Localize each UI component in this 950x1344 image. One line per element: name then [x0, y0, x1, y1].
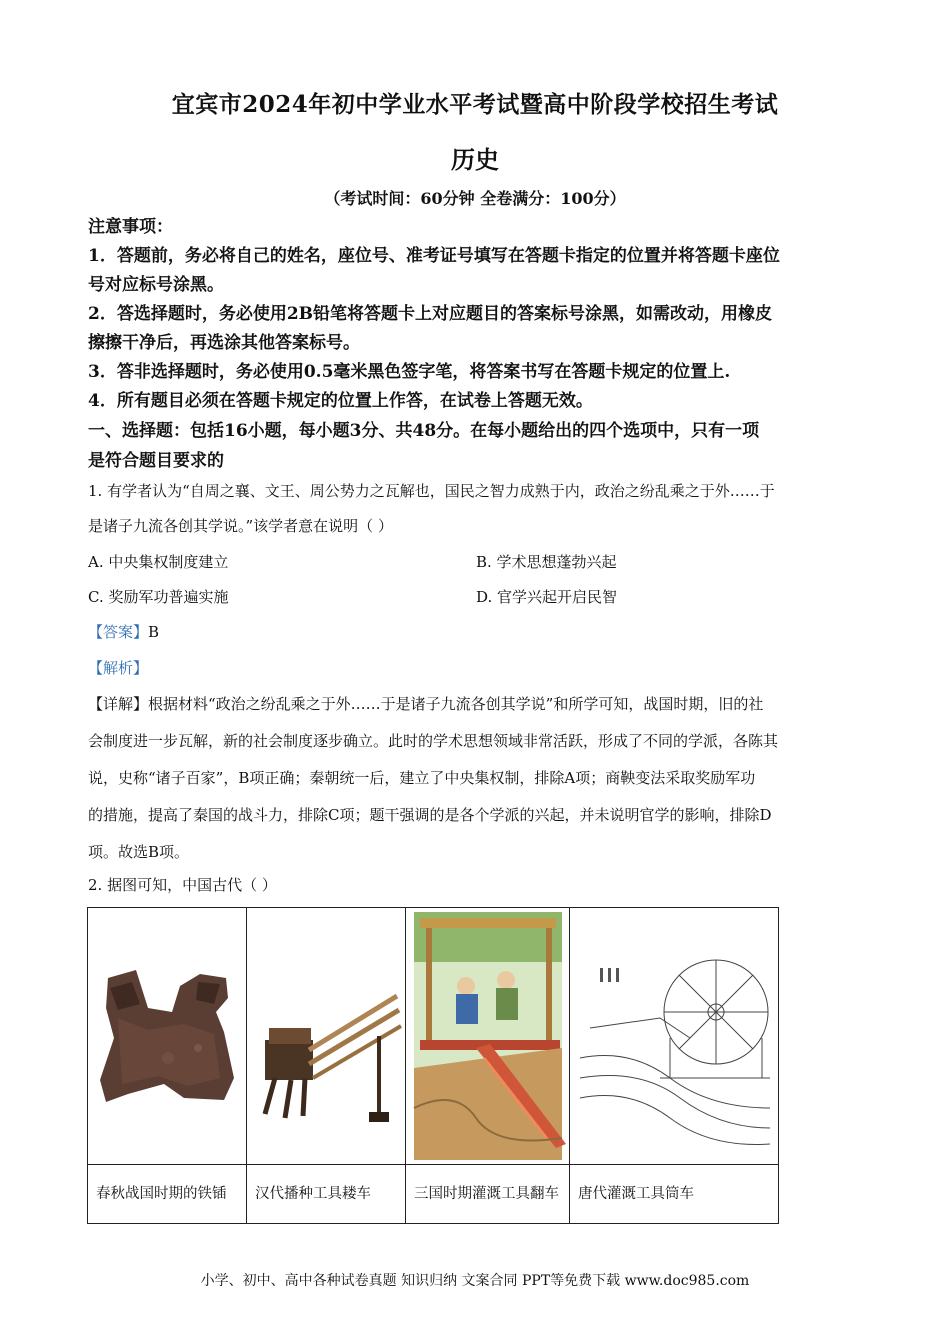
water-wheel-image [570, 908, 779, 1165]
notice-heading: 注意事项： [88, 217, 173, 237]
detail-line: 说，史称“诸子百家”，B项正确；秦朝统一后，建立了中央集权制，排除A项；商鞅变法采取奖励军功 [88, 769, 756, 787]
answer-value: B [148, 623, 160, 641]
seed-drill-image [247, 908, 406, 1165]
footer-text: 小学、初中、高中各种试卷真题 知识归纳 文案合同 PPT等免费下载 www.doc985.com [200, 1273, 750, 1289]
question-2-stem: 2. 据图可知，中国古代（ ） [88, 876, 277, 894]
document-title: 宜宾市2024年初中学业水平考试暨高中阶段学校招生考试 [171, 91, 779, 118]
answer-label: 【答案】 [88, 623, 149, 641]
section-heading: 是符合题目要求的 [88, 451, 224, 471]
detail-line: 会制度进一步瓦解，新的社会制度逐步确立。此时的学术思想领域非常活跃，形成了不同的学派，各陈其 [88, 732, 779, 750]
subject-title: 历史 [451, 145, 499, 174]
question-2-image-table [87, 907, 779, 1224]
caption-iron-spade: 春秋战国时期的铁锸 [88, 1165, 247, 1224]
analysis-label: 【解析】 [88, 659, 149, 677]
option-a: A. 中央集权制度建立 [88, 553, 229, 571]
notice-item: 2．答选择题时，务必使用2B铅笔将答题卡上对应题目的答案标号涂黑，如需改动，用橡皮 [88, 304, 773, 324]
question-1-stem: 1. 有学者认为“自周之襄、文王、周公势力之瓦解也，国民之智力成熟于内，政治之纷乱乘之于外……于 [88, 482, 775, 500]
option-b: B. 学术思想蓬勃兴起 [476, 553, 617, 571]
notice-item: 1．答题前，务必将自己的姓名，座位号、准考证号填写在答题卡指定的位置并将答题卡座位 [88, 246, 780, 266]
caption-chain-pump: 三国时期灌溉工具翻车 [406, 1165, 570, 1224]
option-c: C. 奖励军功普遍实施 [88, 588, 229, 606]
detail-line: 的措施，提高了秦国的战斗力，排除C项；题干强调的是各个学派的兴起，并未说明官学的影响，排除D [88, 806, 772, 824]
notice-item: 号对应标号涂黑。 [88, 275, 224, 295]
exam-info: （考试时间：60分钟 全卷满分：100分） [324, 189, 626, 208]
notice-item: 3．答非选择题时，务必使用0.5毫米黑色签字笔，将答案书写在答题卡规定的位置上. [88, 362, 731, 382]
question-1-stem: 是诸子九流各创其学说。”该学者意在说明（ ） [88, 517, 393, 535]
square-pallet-chain-pump-image [406, 908, 570, 1165]
notice-item: 擦擦干净后，再选涂其他答案标号。 [88, 333, 360, 353]
section-heading: 一、选择题：包括16小题，每小题3分、共48分。在每小题给出的四个选项中，只有一项 [88, 421, 760, 441]
option-d: D. 官学兴起开启民智 [476, 588, 618, 606]
answer-line [88, 615, 878, 649]
iron-spade-image [88, 908, 247, 1165]
notice-item: 4．所有题目必须在答题卡规定的位置上作答，在试卷上答题无效。 [88, 391, 593, 411]
caption-water-wheel: 唐代灌溉工具筒车 [570, 1165, 779, 1224]
caption-seed-drill: 汉代播种工具耧车 [247, 1165, 406, 1224]
detail-line: 项。故选B项。 [88, 843, 190, 861]
detail-line: 【详解】根据材料“政治之纷乱乘之于外……于是诸子九流各创其学说”和所学可知，战国时期，旧的社 [88, 695, 764, 713]
